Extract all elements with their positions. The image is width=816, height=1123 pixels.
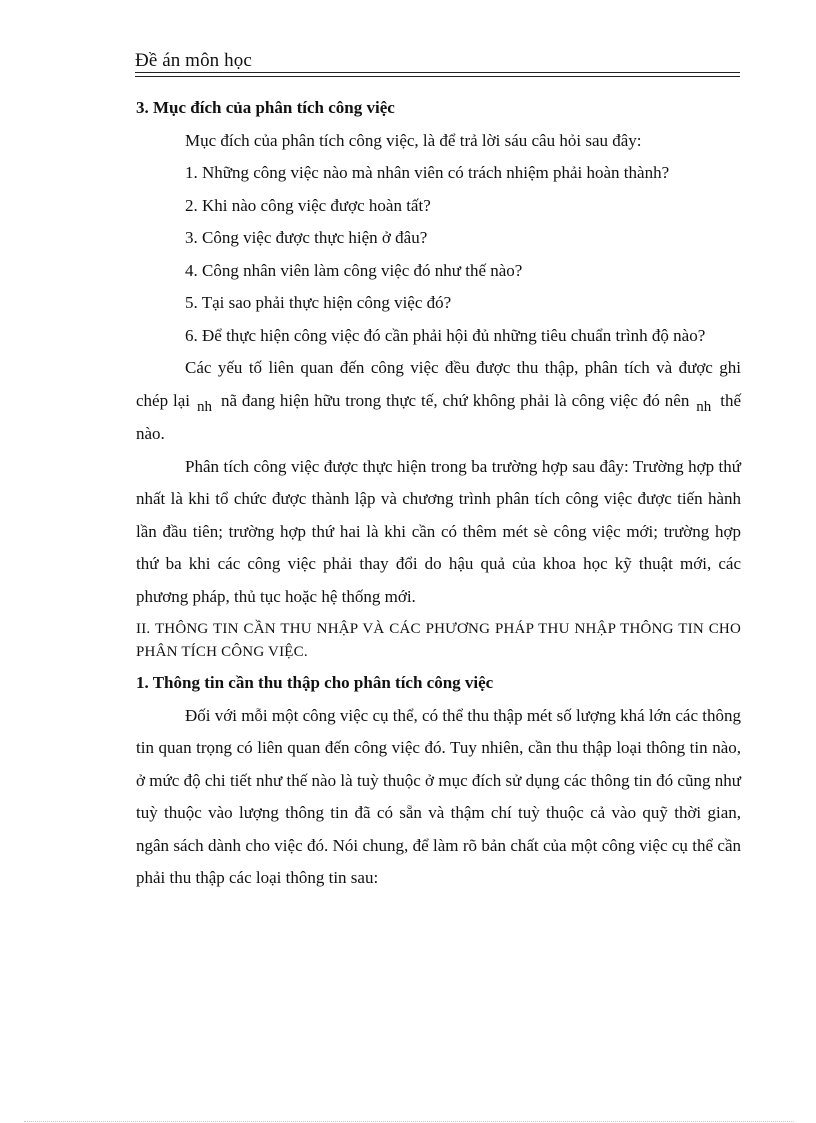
paragraph-cases: Phân tích công việc được thực hiện trong ba trường hợp sau đây: Trường hợp thứ nhất là khi tổ chức được thành lập và chương trình phân tích công việc được tiến hành lần đầu tiên; trường hợp thứ hai là khi cần có thêm mét sè công việc mới; trường hợp thứ ba khi các công việc phải thay đổi do hậu quả của khoa học kỹ thuật mới, các phương pháp, thủ tục hoặc hệ thống mới. bbox=[136, 456, 741, 606]
paragraph-factors bbox=[136, 352, 741, 451]
paragraph-factors-part3: thế nào. bbox=[136, 390, 742, 443]
section3-intro: Mục đích của phân tích công việc, là để trả lời sáu câu hỏi sau đây: bbox=[185, 130, 642, 150]
header-title: Đề án môn học bbox=[135, 50, 252, 71]
question-5: 5. Tại sao phải thực hiện công việc đó? bbox=[185, 293, 452, 312]
question-3: 3. Công việc được thực hiện ở đâu? bbox=[185, 228, 428, 247]
subscript-nh-1: nh bbox=[196, 398, 212, 415]
question-1: 1. Những công việc nào mà nhân viên có trách nhiệm phải hoàn thành? bbox=[185, 163, 670, 182]
subsection1-heading: 1. Thông tin cần thu thập cho phân tích công việc bbox=[136, 673, 494, 692]
section2-heading: II. THÔNG TIN CẦN THU NHẬP VÀ CÁC PHƯƠNG PHÁP THU NHẬP THÔNG TIN CHO PHÂN TÍCH CÔNG VIỆC. bbox=[136, 621, 741, 660]
question-2: 2. Khi nào công việc được hoàn tất? bbox=[185, 195, 431, 215]
header-rule bbox=[135, 72, 740, 77]
section3-heading: 3. Mục đích của phân tích công việc bbox=[136, 98, 395, 117]
paragraph-factors-part2: nã đang hiện hữu trong thực tế, chứ không phải là công việc đó nên bbox=[220, 390, 690, 410]
paragraph-factors-part1: Các yếu tố liên quan đến công việc đều được thu thập, phân tích và được ghi chép lại bbox=[136, 358, 741, 410]
document-body bbox=[136, 92, 741, 895]
question-6: 6. Để thực hiện công việc đó cần phải hội đủ những tiêu chuẩn trình độ nào? bbox=[185, 325, 706, 345]
page-header bbox=[135, 50, 740, 77]
page-bottom-divider bbox=[24, 1121, 794, 1122]
subscript-nh-2: nh bbox=[696, 398, 712, 415]
question-4: 4. Công nhân viên làm công việc đó như thế nào? bbox=[185, 260, 523, 280]
subsection1-body: Đối với mỗi một công việc cụ thể, có thể thu thập mét số lượng khá lớn các thông tin quan trọng có liên quan đến công việc đó. Tuy nhiên, cần thu thập loại thông tin nào, ở mức độ chi tiết như thế nào là tuỳ thuộc ở mục đích sử dụng các thông tin đó cũng như tuỳ thuộc vào lượng thông tin đã có sẵn và thậm chí tuỳ thuộc cả vào quỹ thời gian, ngân sách dành cho việc đó. Nói chung, để làm rõ bản chất của một công việc cụ thể cần phải thu thập các loại thông tin sau: bbox=[136, 705, 741, 887]
